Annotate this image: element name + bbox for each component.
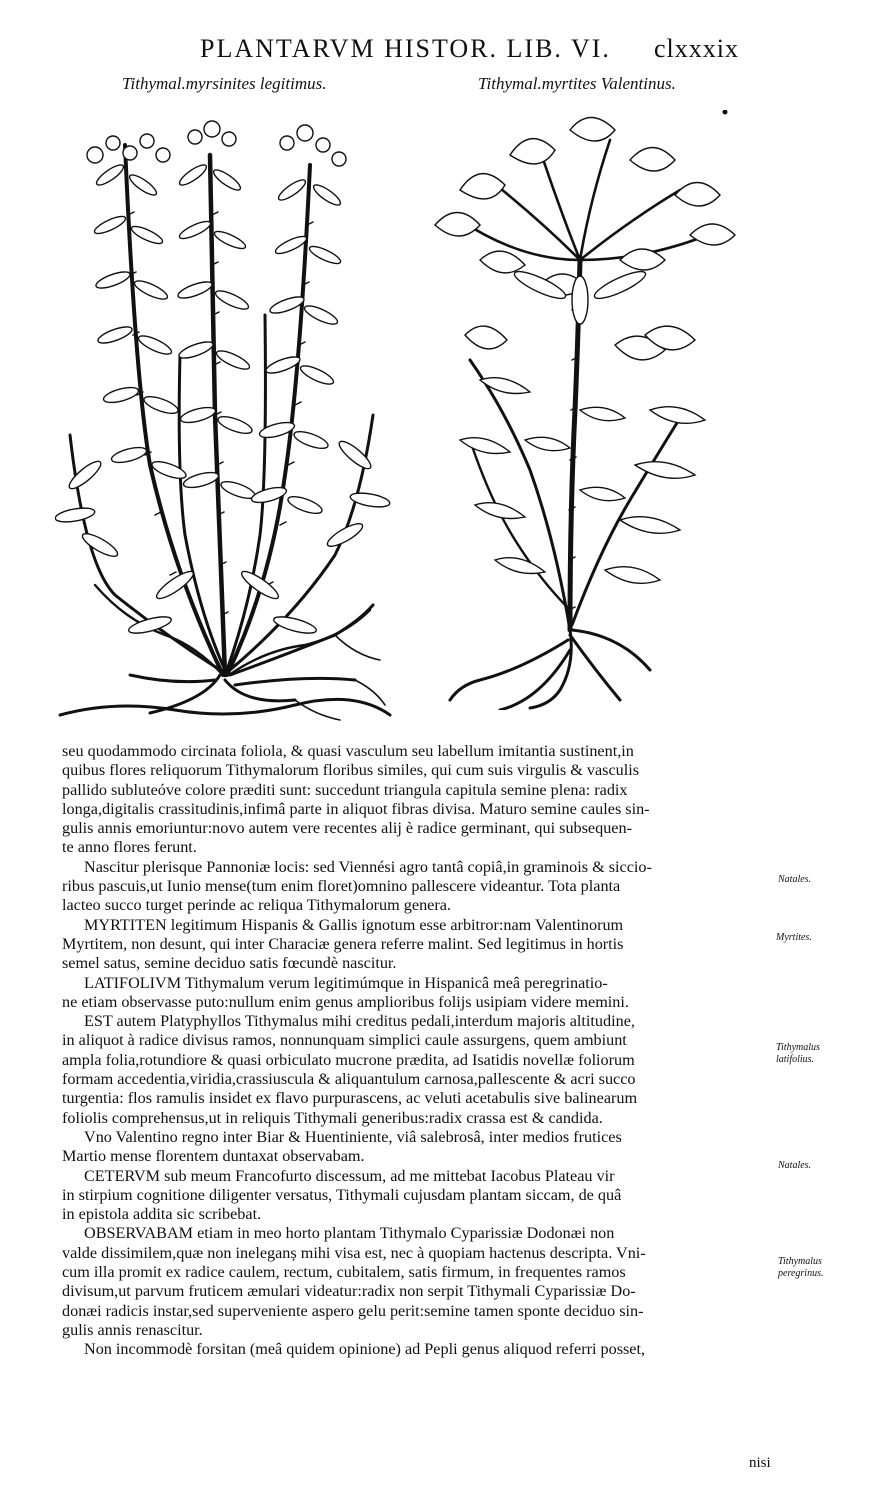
text-line: Martio mense florentem duntaxat observabam. (62, 1147, 365, 1166)
text-line: divisum,ut parvum fruticem æmulari videatur:radix non serpit Tithymali Cyparissiæ Do- (62, 1282, 636, 1301)
text-line: in aliquot à radice divisus ramos, nonnunquam simplici caule assurgens, quem ambiunt (62, 1031, 627, 1050)
folio-number: clxxxix (654, 34, 739, 63)
woodcut-illustration-myrtites (420, 110, 755, 710)
text-line: te anno flores ferunt. (62, 838, 197, 857)
text-line: gulis annis renascitur. (62, 1320, 203, 1339)
text-line: in epistola addita sic scribebat. (62, 1205, 262, 1224)
marginal-note: Natales. (778, 874, 812, 885)
page-header (0, 34, 870, 70)
marginal-note: Myrtites. (776, 932, 812, 943)
running-head: PLANTARVM HISTOR. LIB. VI. (200, 34, 611, 63)
figure-caption-right: Tithymal.myrtites Valentinus. (478, 74, 676, 93)
text-line: lacteo succo turget perinde ac reliqua Tithymalorum genera. (62, 896, 451, 915)
text-line: Nascitur plerisque Pannoniæ locis: sed Viennési agro tantâ copiâ,in graminois & siccio- (84, 857, 652, 876)
marginal-note: Natales. (778, 1160, 812, 1171)
text-line: LATIFOLIVM Tithymalum verum legitimúmque in Hispanicâ meâ peregrinatio- (84, 973, 608, 992)
text-line: longa,digitalis crassitudinis,infimâ parte in aliquot fibras divisa. Maturo semine caules sin- (62, 799, 650, 818)
text-line: cum illa promit ex radice caulem, rectum, cubitalem, satis firmum, in frequentes ramos (62, 1263, 626, 1282)
text-line: MYRTITEN legitimum Hispanis & Gallis ignotum esse arbitror:nam Valentinorum (84, 915, 624, 934)
text-line: turgentia: flos ramulis insidet ex flavo purpurascens, ac veluti acetabulis sive balinearum (62, 1089, 638, 1108)
text-line: pallido subluteóve colore præditi sunt: succedunt triangula capitula semine plena: radix (62, 780, 628, 799)
text-line: ribus pascuis,ut Iunio mense(tum enim floret)omnino pallescere videantur. Tota planta (62, 877, 621, 896)
text-line: in stirpium cognitione diligenter versatus, Tithymali cujusdam plantam siccam, de quâ (62, 1185, 622, 1204)
text-line: gulis annis emoriuntur:novo autem vere recentes alij è radice germinant, qui subsequen- (62, 819, 632, 838)
text-line: Myrtitem, non desunt, qui inter Characiæ genera referre malint. Sed legitimus in hortis (62, 934, 624, 953)
text-line: ne etiam observasse puto:nullum enim genus amplioribus folijs usipiam videre memini. (62, 992, 629, 1011)
text-line: Non incommodè forsitan (meâ quidem opinione) ad Pepli genus aliquod referri posset, (84, 1340, 646, 1359)
text-line: CETERVM sub meum Francofurto discessum, ad me mittebat Iacobus Plateau vir (84, 1166, 615, 1185)
text-line: donæi radicis instar,sed superveniente aspero gelu perit:semine tamen sponte deciduo sin- (62, 1301, 644, 1320)
text-line: formam accedentia,viridia,crassiuscula & aliquantulum carnosa,pallescente & acri succo (62, 1070, 636, 1089)
text-line: seu quodammodo circinata foliola, & quasi vasculum seu labellum imitantia sustinent,in (62, 742, 634, 760)
text-line: OBSERVABAM etiam in meo horto plantam Tithymalo Cyparissiæ Dodonæi non (84, 1224, 615, 1243)
text-line: quibus flores reliquorum Tithymalorum floribus similes, qui cum suis virgulis & vasculis (62, 761, 640, 780)
text-line: foliolis comprehensus,ut in reliquis Tithymali generibus:radix crassa est & candida. (62, 1108, 603, 1127)
marginal-note: Tithymalus latifolius. (776, 1042, 820, 1065)
body-text (62, 742, 772, 1360)
text-line: ampla folia,rotundiore & quasi orbiculato mucrone prædita, ad Isatidis novellæ foliorum (62, 1050, 635, 1069)
text-line: EST autem Platyphyllos Tithymalus mihi creditus pedali,interdum majoris altitudine, (84, 1012, 635, 1031)
marginal-note: Tithymalus peregrinus. (778, 1256, 824, 1279)
text-line: Vno Valentino regno inter Biar & Huentiniente, viâ salebrosâ, inter medios frutices (84, 1127, 622, 1146)
catchword: nisi (749, 1455, 771, 1471)
woodcut-illustration-myrsinites (55, 115, 395, 730)
text-line: valde dissimilem,quæ non ineleganș mihi visa est, nec à quopiam hactenus descripta. Vni- (62, 1243, 646, 1262)
text-line: semel satus, semine deciduo satis fœcundè nascitur. (62, 954, 397, 973)
figure-caption-left: Tithymal.myrsinites legitimus. (122, 74, 327, 93)
